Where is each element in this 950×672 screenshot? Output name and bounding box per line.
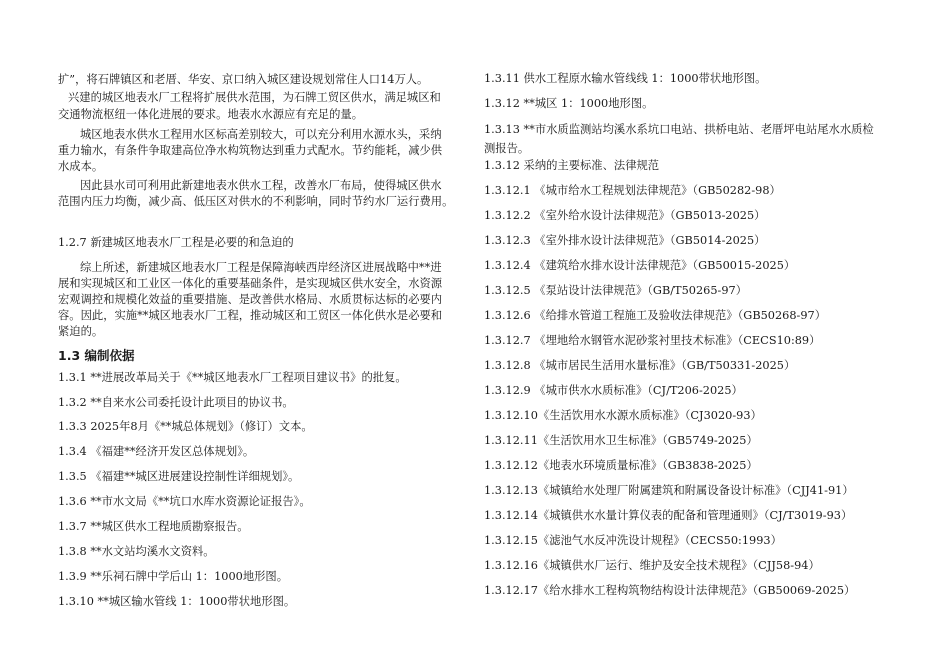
text-line: 交通物流枢纽一体化进展的要求。地表水水源应有充足的量。	[58, 108, 364, 121]
list-item: 1.3.12 **城区 1：1000地形图。	[484, 97, 654, 110]
list-item: 1.3.3 2025年8月《**城总体规划》（修订）文本。	[58, 420, 313, 433]
list-item: 1.3.8 **水文站均溪水文资料。	[58, 545, 215, 558]
list-item: 1.3.5 《福建**城区进展建设控制性详细规划》。	[58, 470, 300, 483]
text-line: 测报告。	[484, 142, 530, 155]
list-item: 1.3.10 **城区输水管线 1：1000带状地形图。	[58, 595, 296, 608]
list-item: 1.3.11 供水工程原水输水管线线 1：1000带状地形图。	[484, 72, 767, 85]
text-line: 水成本。	[58, 160, 104, 173]
list-item: 1.3.1 **进展改革局关于《**城区地表水厂工程项目建议书》的批复。	[58, 371, 407, 384]
text-line: 因此县水司可利用此新建地表水供水工程，改善水厂布局，使得城区供水	[80, 179, 442, 192]
text-line: 综上所述，新建城区地表水厂工程是保障海峡西岸经济区进展战略中**进	[80, 261, 442, 274]
standard-item: 1.3.12.5 《泵站设计法律规范》（GB/T50265-97）	[484, 284, 748, 297]
standard-item: 1.3.12.14《城镇供水水量计算仪表的配备和管理通则》（CJ/T3019-93）	[484, 509, 853, 522]
standard-item: 1.3.12.1 《城市给水工程规划法律规范》（GB50282-98）	[484, 184, 781, 197]
standard-item: 1.3.12.16《城镇供水厂运行、维护及安全技术规程》（CJJ58-94）	[484, 559, 820, 572]
list-item: 1.3.9 **乐祠石牌中学后山 1：1000地形图。	[58, 570, 289, 583]
standard-item: 1.3.12.15《滤池气水反冲洗设计规程》（CECS50:1993）	[484, 534, 782, 547]
list-item: 1.3.4 《福建**经济开发区总体规划》。	[58, 445, 255, 458]
list-item-standards-heading: 1.3.12 采纳的主要标准、法律规范	[484, 159, 660, 172]
standard-item: 1.3.12.10《生活饮用水水源水质标准》（CJ3020-93）	[484, 409, 762, 422]
standard-item: 1.3.12.2 《室外给水设计法律规范》（GB5013-2025）	[484, 209, 766, 222]
text-line: 宏观调控和规模化效益的重要措施、是改善供水格局、水质贯标达标的必要内	[58, 293, 443, 306]
standard-item: 1.3.12.8 《城市居民生活用水量标准》（GB/T50331-2025）	[484, 359, 796, 372]
text-line: 兴建的城区地表水厂工程将扩展供水范围，为石牌工贸区供水，满足城区和	[68, 91, 441, 104]
paragraph-supply-range	[58, 89, 472, 123]
standard-item: 1.3.12.12《地表水环境质量标准》（GB3838-2025）	[484, 459, 758, 472]
text-line: 1.3.13 **市水质监测站均溪水系坑口电站、拱桥电站、老厝坪电站尾水水质检	[484, 123, 874, 136]
list-item: 1.3.2 **自来水公司委托设计此项目的协议书。	[58, 396, 294, 409]
text-line: 城区地表水供水工程用水区标高差别较大，可以充分利用水源水头，采纳	[80, 128, 442, 141]
list-item-1-3-13	[484, 120, 924, 158]
text-line: 范围内压力均衡，减少高、低压区对供水的不利影响，同时节约水厂运行费用。	[58, 195, 454, 208]
text-line: 紧迫的。	[58, 325, 104, 338]
paragraph-elevation	[58, 127, 472, 175]
text-line: 容。因此，实施**城区地表水厂工程，推动城区和工贸区一体化供水是必要和	[58, 309, 443, 322]
list-item: 1.3.7 **城区供水工程地质勘察报告。	[58, 520, 249, 533]
standard-item: 1.3.12.11《生活饮用水卫生标准》（GB5749-2025）	[484, 434, 758, 447]
standard-item: 1.3.12.17《给水排水工程构筑物结构设计法律规范》（GB50069-2025）	[484, 584, 856, 597]
standard-item: 1.3.12.13《城镇给水处理厂附属建筑和附属设备设计标准》（CJJ41-91）	[484, 484, 854, 497]
text-line: 展和实现城区和工业区一体化的重要基础条件，是实现城区供水安全，水资源	[58, 277, 443, 290]
paragraph-conclusion-county	[58, 178, 472, 210]
paragraph-summary	[58, 260, 472, 340]
standard-item: 1.3.12.4 《建筑给水排水设计法律规范》（GB50015-2025）	[484, 259, 796, 272]
section-heading-1-2-7: 1.2.7 新建城区地表水厂工程是必要的和急迫的	[58, 236, 294, 249]
standard-item: 1.3.12.7 《埋地给水钢管水泥砂浆衬里技术标准》（CECS10:89）	[484, 334, 821, 347]
text-line: 重力输水，有条件争取建高位净水构筑物达到重力式配水。节约能耗，减少供	[58, 144, 443, 157]
paragraph-population: 扩”，将石牌镇区和老厝、华安、京口纳入城区建设规划常住人口14万人。	[58, 73, 429, 86]
list-item: 1.3.6 **市水文局《**坑口水库水资源论证报告》。	[58, 495, 311, 508]
standard-item: 1.3.12.9 《城市供水水质标准》（CJ/T206-2025）	[484, 384, 743, 397]
section-heading-1-3: 1.3 编制依据	[58, 348, 135, 363]
standard-item: 1.3.12.3 《室外排水设计法律规范》（GB5014-2025）	[484, 234, 766, 247]
standard-item: 1.3.12.6 《给排水管道工程施工及验收法律规范》（GB50268-97）	[484, 309, 827, 322]
